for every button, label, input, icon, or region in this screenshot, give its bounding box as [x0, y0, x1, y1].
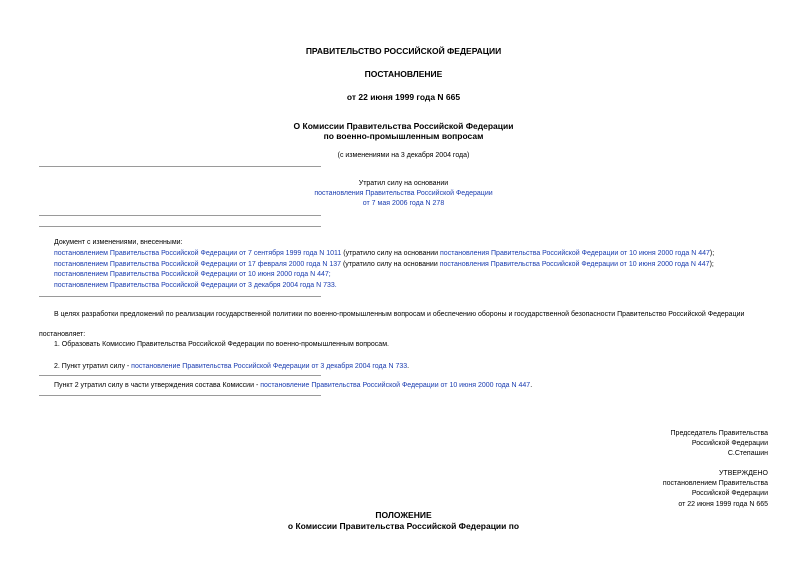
change-link[interactable]: постановлением Правительства Российской Федерации от 17 февраля 2000 года N 137: [54, 261, 341, 268]
divider: [39, 296, 321, 297]
item-1: 1. Образовать Комиссию Правительства Российской Федерации по военно-промышленным вопросам.: [54, 341, 389, 348]
approval-line: Российской Федерации: [691, 490, 768, 497]
decides-word: постановляет:: [39, 331, 86, 338]
preamble: В целях разработки предложений по реализации государственной политики по военно-промышленным вопросам и обеспечению обороны и государственной безопасности Правительство Российской Федерации: [54, 311, 745, 318]
change-item[interactable]: постановлением Правительства Российской Федерации от 3 декабря 2004 года N 733.: [54, 282, 337, 289]
repeal-line: Утратил силу на основании: [358, 180, 449, 187]
signature-country: Российской Федерации: [691, 440, 768, 447]
divider: [39, 375, 321, 376]
item-2-note-link[interactable]: постановление Правительства Российской Федерации от 10 июня 2000 года N 447: [260, 382, 531, 389]
change-link[interactable]: постановлением Правительства Российской Федерации от 7 сентября 1999 года N 1011: [54, 250, 342, 257]
repeal-link-line2[interactable]: от 7 мая 2006 года N 278: [362, 200, 445, 207]
item-2-link[interactable]: постановление Правительства Российской Федерации от 3 декабря 2004 года N 733: [131, 363, 408, 370]
change-note-link[interactable]: постановления Правительства Российской Федерации от 10 июня 2000 года N 447: [439, 261, 710, 268]
approval-line: постановлением Правительства: [662, 480, 768, 487]
doc-title-line2: по военно-промышленным вопросам: [323, 131, 484, 141]
signature-title: Председатель Правительства: [670, 430, 768, 437]
item-2-note: Пункт 2 утратил силу в части утверждения состава Комиссии - постановление Правительства Российской Федерации от 10 июня 2000 года N 447.: [54, 382, 533, 389]
repeal-link-line1[interactable]: постановления Правительства Российской Федерации: [314, 190, 493, 197]
appendix-subtitle: о Комиссии Правительства Российской Федерации по: [287, 521, 520, 531]
appendix-title: ПОЛОЖЕНИЕ: [375, 510, 432, 520]
doc-title-line1: О Комиссии Правительства Российской Федерации: [293, 121, 514, 131]
change-item[interactable]: постановлением Правительства Российской Федерации от 10 июня 2000 года N 447;: [54, 271, 331, 278]
change-note-link[interactable]: постановления Правительства Российской Федерации от 10 июня 2000 года N 447: [440, 250, 710, 257]
signature-name: С.Степашин: [727, 450, 768, 457]
item-2: 2. Пункт утратил силу - постановление Правительства Российской Федерации от 3 декабря 2004 года N 733.: [54, 363, 410, 370]
divider: [39, 215, 321, 216]
org-heading: ПРАВИТЕЛЬСТВО РОССИЙСКОЙ ФЕДЕРАЦИИ: [305, 46, 502, 56]
change-item: постановлением Правительства Российской Федерации от 17 февраля 2000 года N 137 (утратило силу на основании постановления Правительства Российской Федерации от 10 июня 2000 года N 447);: [54, 261, 714, 268]
approval-line: от 22 июня 1999 года N 665: [678, 501, 768, 508]
changes-intro: Документ с изменениями, внесенными:: [54, 239, 183, 246]
approval-header: УТВЕРЖДЕНО: [718, 470, 768, 477]
divider: [39, 226, 321, 227]
divider: [39, 395, 321, 396]
doc-type-heading: ПОСТАНОВЛЕНИЕ: [364, 69, 443, 79]
change-item: постановлением Правительства Российской Федерации от 7 сентября 1999 года N 1011 (утратило силу на основании постановления Правительства Российской Федерации от 10 июня 2000 года N 447);: [54, 250, 715, 257]
doc-date-number: от 22 июня 1999 года N 665: [346, 92, 461, 102]
amendments-note: (с изменениями на 3 декабря 2004 года): [337, 152, 470, 159]
divider: [39, 166, 321, 167]
